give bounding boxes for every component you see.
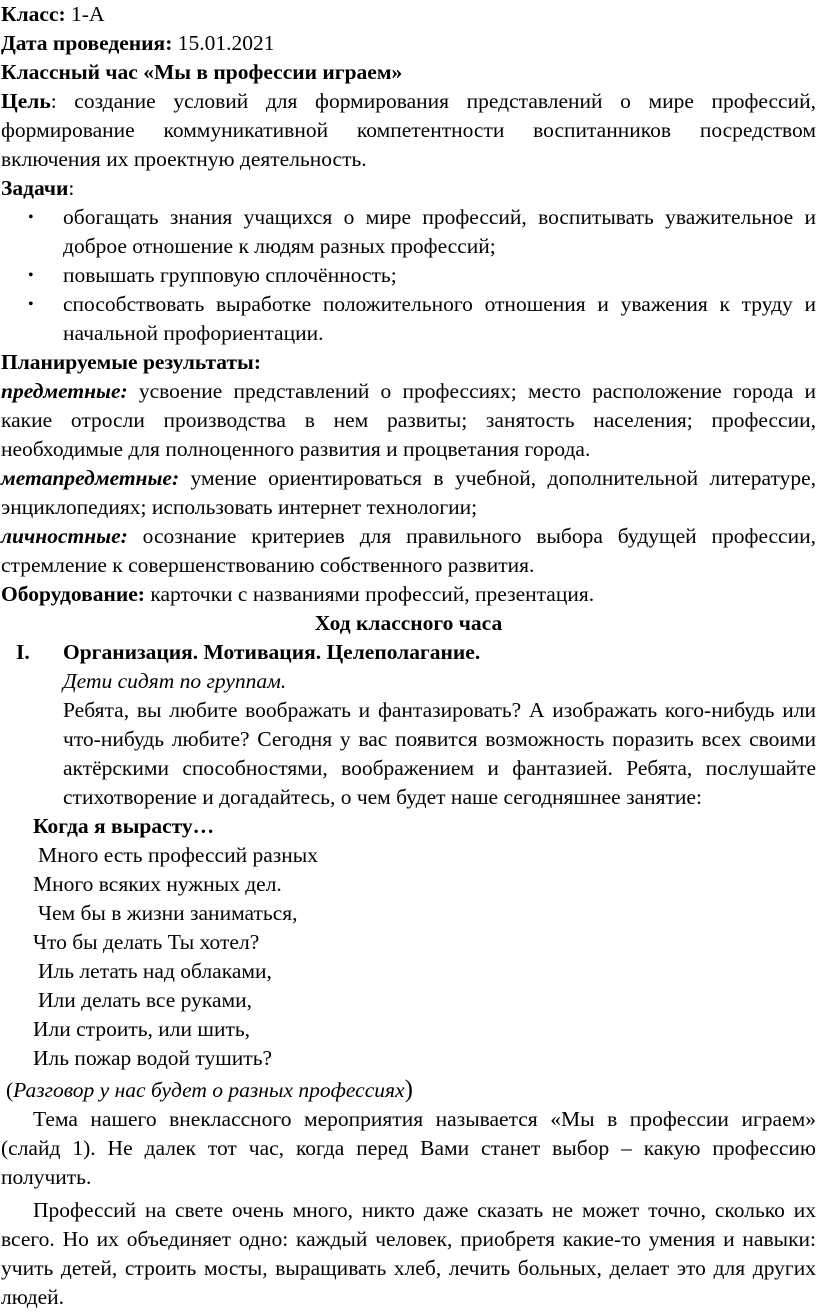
poem-line: Или делать все руками, [38, 988, 253, 1012]
goal-label: Цель [1, 89, 51, 113]
section-heading [1, 638, 816, 667]
poem-line: Иль пожар водой тушить? [33, 1046, 273, 1070]
equipment-label: Оборудование: [1, 582, 145, 606]
section-title: Организация. Мотивация. Целеполагание. [63, 640, 481, 664]
poem-line: Много есть профессий разных [38, 843, 318, 867]
goal-paragraph [1, 87, 816, 174]
section-number: I. [16, 640, 30, 664]
tasks-heading [1, 174, 816, 203]
intro-paragraph: Ребята, вы любите воображать и фантазировать? А изображать кого-нибудь или что-нибудь любите? Сегодня у вас появится возможность поразить всех своими актёрскими способностями, воображением и фантазией. Ребята, послушайте стихотворение и догадайтесь, о чем будет наше сегодняшнее занятие: [63, 698, 816, 809]
document-title: Классный час «Мы в профессии играем» [1, 60, 403, 84]
topic-paragraph: Тема нашего внеклассного мероприятия называется «Мы в профессии играем» (слайд 1). Не далек тот час, когда перед Вами станет выбор – какую профессию получить. [1, 1107, 816, 1189]
personal-label: личностные: [1, 524, 128, 548]
poem-line: Иль летать над облаками, [38, 959, 272, 983]
meta-label: метапредметные: [1, 466, 180, 490]
conversation-remark [1, 1075, 816, 1105]
poem-title: Когда я вырасту… [33, 814, 215, 838]
poem-line: Что бы делать Ты хотел? [33, 930, 260, 954]
poem [1, 812, 816, 1073]
date-line [1, 29, 816, 58]
tasks-label: Задачи [1, 176, 69, 200]
task-text: обогащать знания учащихся о мире профессий, воспитывать уважительное и доброе отношение к людям разных профессий; [63, 205, 816, 258]
list-item [1, 203, 816, 261]
goal-text: : создание условий для формирования представлений о мире профессий, формирование коммуникативной компетентности воспитанников посредством включения их проектную деятельность. [1, 89, 816, 171]
poem-line: Чем бы в жизни заниматься, [38, 901, 298, 925]
personal-text: осознание критериев для правильного выбора будущей профессии, стремление к совершенствованию собственного развития. [1, 524, 816, 577]
meta-text: умение ориентироваться в учебной, дополнительной литературе, энциклопедиях; использовать интернет технологии; [1, 466, 816, 519]
equipment-text: карточки с названиями профессий, презентация. [144, 582, 595, 606]
subject-results [1, 377, 816, 464]
subject-label: предметные: [1, 379, 128, 403]
results-heading: Планируемые результаты: [1, 350, 262, 374]
list-item [1, 290, 816, 348]
bullet-icon: • [28, 209, 34, 226]
tasks-colon: : [68, 176, 75, 200]
class-line [1, 0, 816, 29]
task-text: повышать групповую сплочённость; [63, 263, 397, 287]
remark-close: ) [404, 1076, 413, 1103]
personal-results [1, 522, 816, 580]
tasks-list [1, 203, 816, 348]
remark-text: Разговор у нас будет о разных профессиях [13, 1078, 405, 1102]
list-item [1, 261, 816, 290]
stage-note: Дети сидят по группам. [63, 669, 287, 693]
date-label: Дата проведения: [1, 31, 173, 55]
date-value: 15.01.2021 [172, 31, 275, 55]
poem-line: Или строить, или шить, [33, 1017, 251, 1041]
class-value: 1-А [65, 2, 105, 26]
bullet-icon: • [28, 296, 34, 313]
poem-line: Много всяких нужных дел. [33, 872, 282, 896]
task-text: способствовать выработке положительного отношения и уважения к труду и начальной профориентации. [63, 292, 816, 345]
class-label: Класс: [1, 2, 66, 26]
bullet-icon: • [28, 267, 34, 284]
lesson-heading: Ход классного часа [314, 611, 503, 635]
equipment-line [1, 580, 816, 609]
subject-text: усвоение представлений о профессиях; место расположение города и какие отросли производства в нем развиты; занятость населения; профессии, необходимые для полноценного развития и процветания города. [1, 379, 816, 461]
professions-paragraph: Профессий на свете очень много, никто даже сказать не может точно, сколько их всего. Но их объединяет одно: каждый человек, приобретя какие-то умения и навыки: учить детей, строить мосты, выращивать хлеб, лечить больных, делает это для других людей. [1, 1198, 816, 1309]
remark-open: ( [6, 1078, 14, 1102]
meta-results [1, 464, 816, 522]
